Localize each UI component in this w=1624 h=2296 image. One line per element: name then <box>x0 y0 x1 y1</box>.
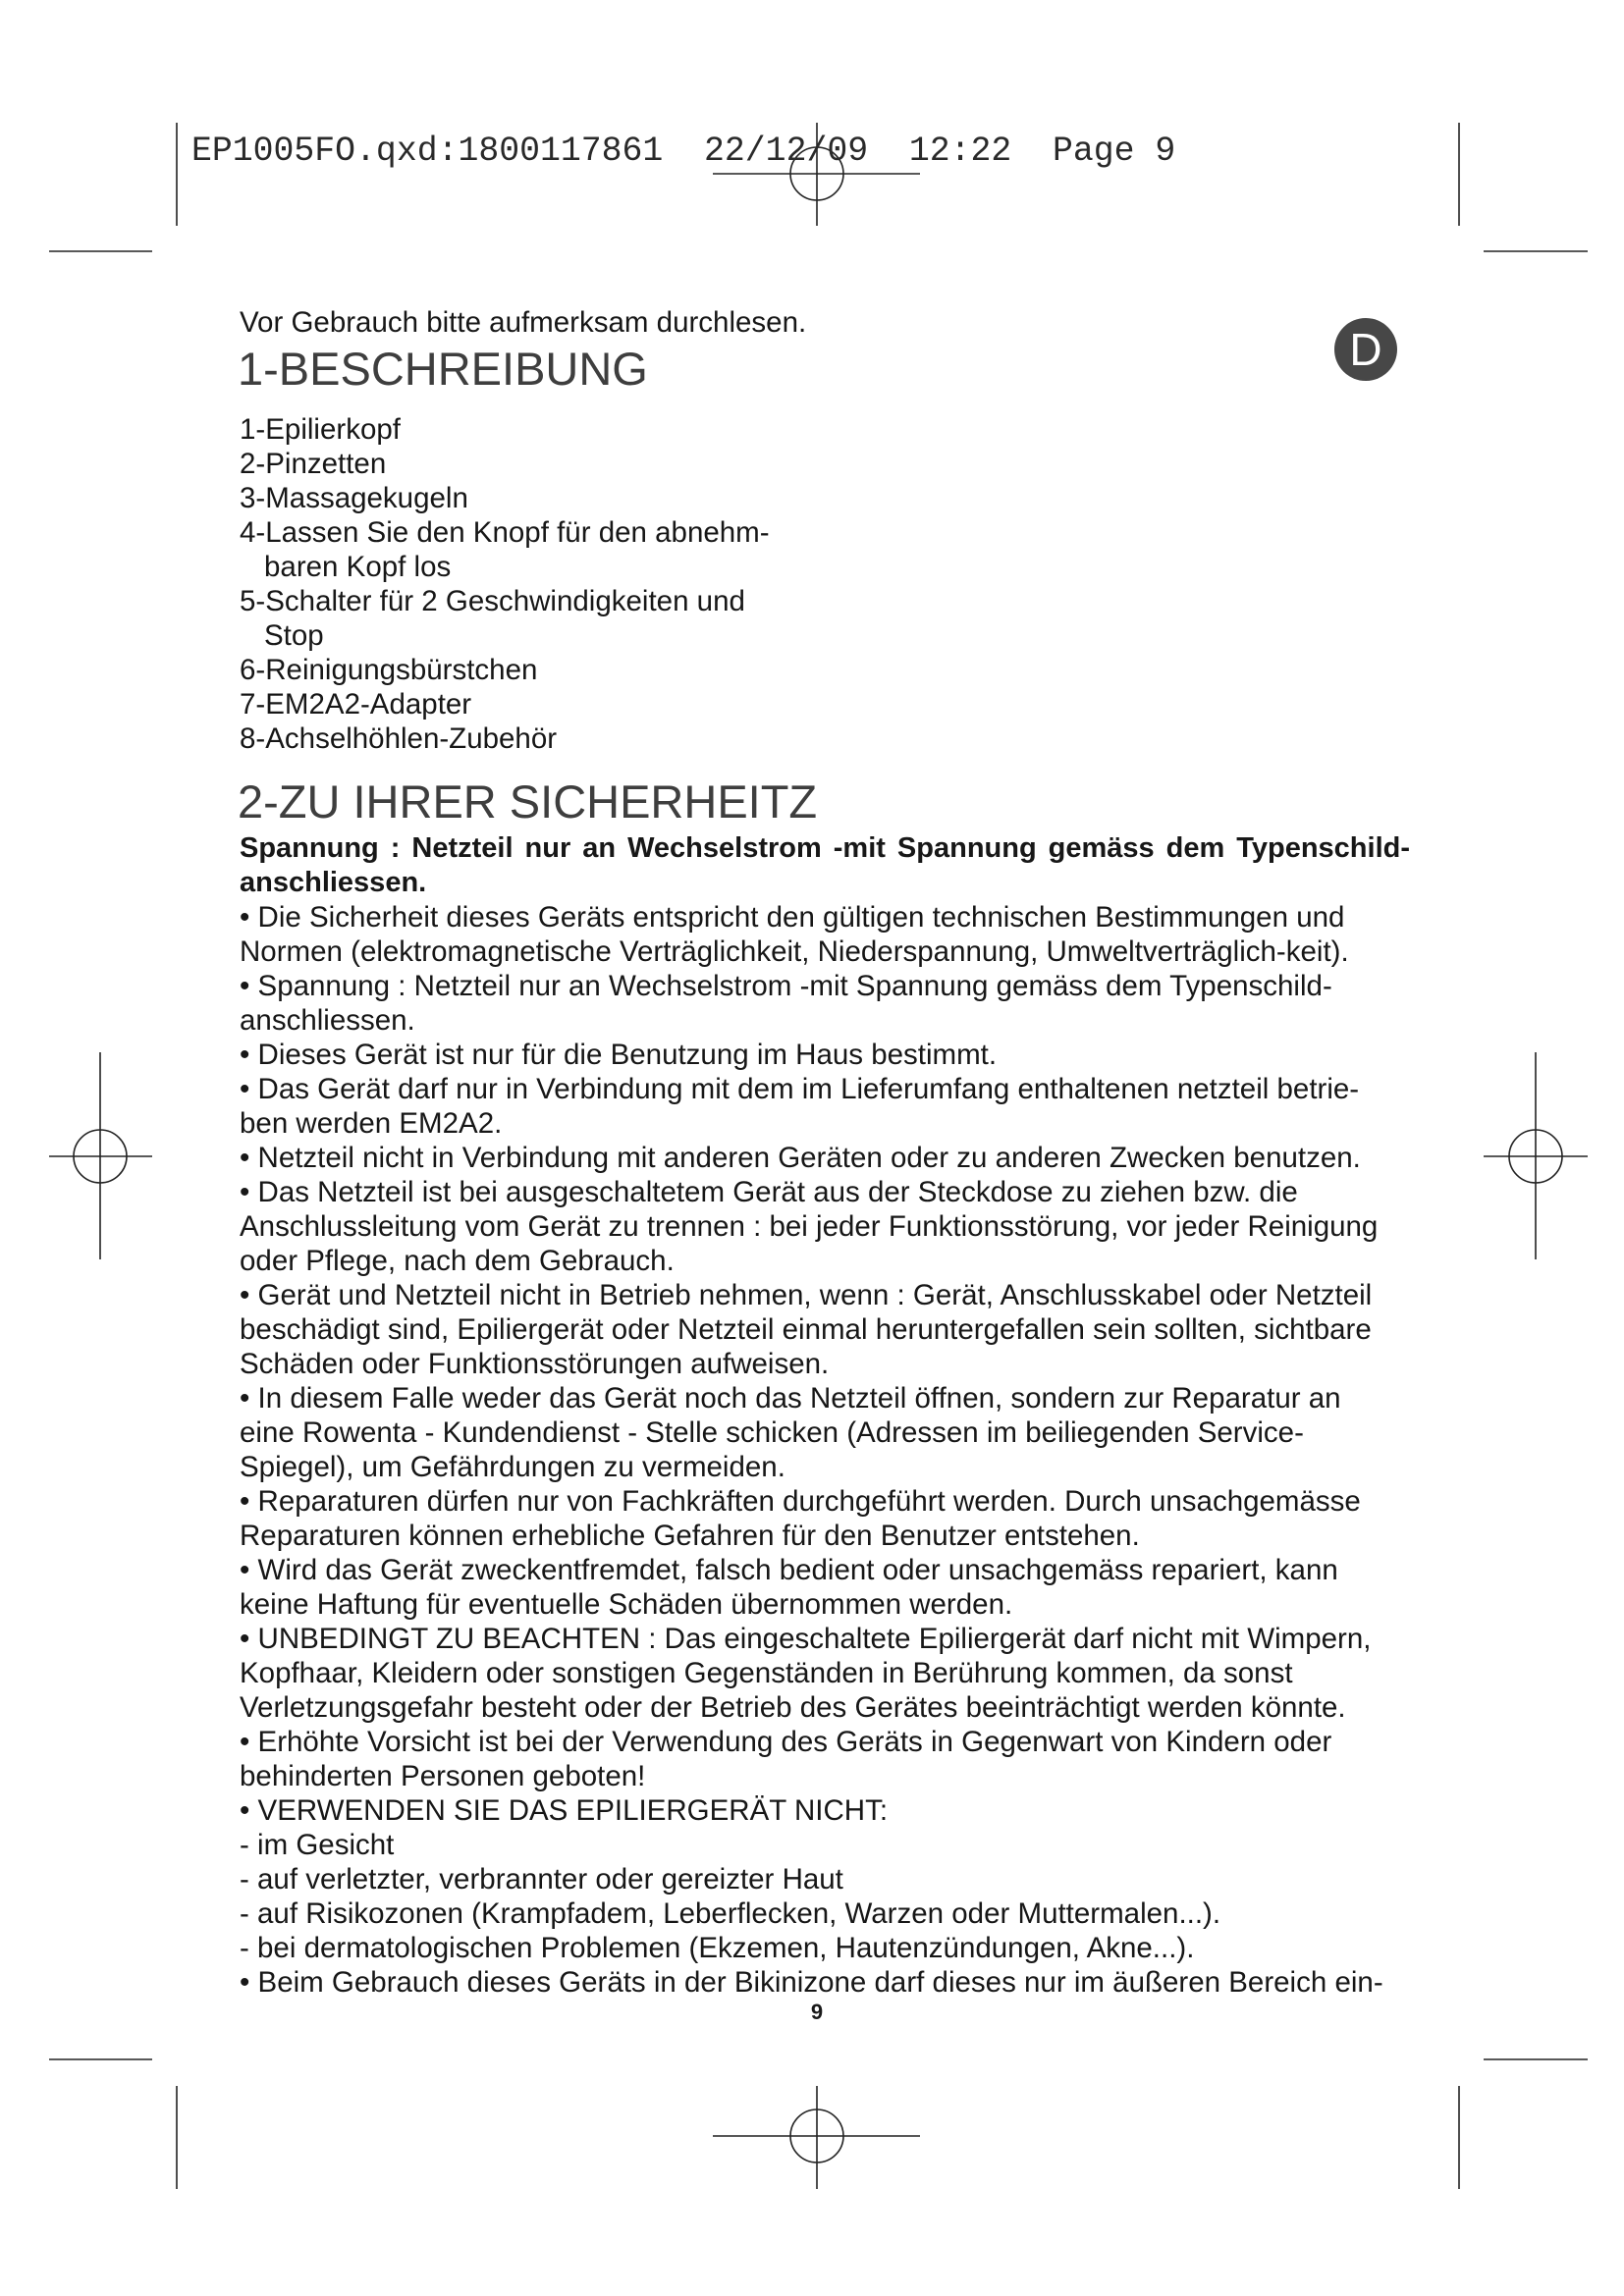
safety-text-line: • Netzteil nicht in Verbindung mit anderen Geräten oder zu anderen Zwecken benutzen. <box>240 1142 1361 1174</box>
safety-text-line: - im Gesicht <box>240 1829 395 1861</box>
safety-text-line: Kopfhaar, Kleidern oder sonstigen Gegenständen in Berührung kommen, da sonst <box>240 1657 1293 1689</box>
list-item <box>240 447 770 481</box>
safety-text-line: Spiegel), um Gefährdungen zu vermeiden. <box>240 1451 785 1483</box>
page-number: 9 <box>810 2000 824 2024</box>
safety-text-line: • Reparaturen dürfen nur von Fachkräften durchgeführt werden. Durch unsachgemässe <box>240 1485 1361 1518</box>
list-item-line: 7-EM2A2-Adapter <box>240 688 472 721</box>
safety-text-line: - auf Risikozonen (Krampfadem, Leberflecken, Warzen oder Muttermalen...). <box>240 1897 1221 1930</box>
voltage-warning-line: anschliessen. <box>240 867 427 898</box>
safety-text-line: Schäden oder Funktionsstörungen aufweisen. <box>240 1348 830 1380</box>
safety-text-line: • VERWENDEN SIE DAS EPILIERGERÄT NICHT: <box>240 1794 889 1827</box>
list-item <box>240 481 770 515</box>
safety-text-line: • Beim Gebrauch dieses Geräts in der Bikinizone darf dieses nur im äußeren Bereich ein- <box>240 1966 1383 1999</box>
safety-text-line: oder Pflege, nach dem Gebrauch. <box>240 1245 675 1277</box>
safety-text-line: • Dieses Gerät ist nur für die Benutzung im Haus bestimmt. <box>240 1039 998 1071</box>
safety-text-line: • Erhöhte Vorsicht ist bei der Verwendung des Geräts in Gegenwart von Kindern oder <box>240 1726 1332 1758</box>
language-badge <box>1334 318 1397 381</box>
safety-text-line: eine Rowenta - Kundendienst - Stelle schicken (Adressen im beiliegenden Service- <box>240 1416 1304 1449</box>
list-item-continuation: Stop <box>264 619 324 652</box>
list-item-line: 2-Pinzetten <box>240 448 387 480</box>
list-item-line: 6-Reinigungsbürstchen <box>240 654 538 686</box>
safety-text-line: keine Haftung für eventuelle Schäden übernommen werden. <box>240 1588 1013 1621</box>
safety-text-line: Verletzungsgefahr besteht oder der Betrieb des Gerätes beeinträchtigt werden könnte. <box>240 1691 1346 1724</box>
list-item-line: 8-Achselhöhlen-Zubehör <box>240 722 558 755</box>
safety-section-body <box>240 831 1410 2000</box>
list-item-line: 4-Lassen Sie den Knopf für den abnehm- <box>240 516 770 549</box>
intro-note: Vor Gebrauch bitte aufmerksam durchlesen. <box>240 306 807 339</box>
safety-text-line: - bei dermatologischen Problemen (Ekzemen, Hautenzündungen, Akne...). <box>240 1932 1195 1964</box>
registration-mark-right <box>1484 1052 1588 1259</box>
safety-text-line: • UNBEDINGT ZU BEACHTEN : Das eingeschaltete Epiliergerät darf nicht mit Wimpern, <box>240 1623 1372 1655</box>
voltage-warning-line: Spannung : Netzteil nur an Wechselstrom -mit Spannung gemäss dem Typenschild- <box>240 832 1410 864</box>
registration-mark-left <box>49 1052 152 1259</box>
list-item-line: 3-Massagekugeln <box>240 482 468 514</box>
safety-text-line: - auf verletzter, verbrannter oder gereizter Haut <box>240 1863 843 1896</box>
crop-mark-top-left <box>49 123 177 251</box>
print-slug-header: EP1005FO.qxd:1800117861 22/12/09 12:22 Page 9 <box>191 133 1176 171</box>
safety-text-line: Reparaturen können erhebliche Gefahren für den Benutzer entstehen. <box>240 1520 1140 1552</box>
safety-text-line: • Das Gerät darf nur in Verbindung mit dem im Lieferumfang enthaltenen netzteil betrie- <box>240 1073 1360 1105</box>
component-list <box>240 412 770 756</box>
registration-mark-bottom <box>713 2086 920 2189</box>
crop-mark-bottom-right <box>1459 2059 1588 2189</box>
list-item <box>240 412 770 447</box>
safety-text-line: beschädigt sind, Epiliergerät oder Netzteil einmal heruntergefallen sein sollten, sichtbare <box>240 1313 1372 1346</box>
safety-text-line: • Spannung : Netzteil nur an Wechselstrom -mit Spannung gemäss dem Typenschild- <box>240 970 1332 1002</box>
language-badge-letter: D <box>1349 324 1382 375</box>
list-item <box>240 584 770 653</box>
list-item <box>240 687 770 721</box>
safety-text-line: • Die Sicherheit dieses Geräts entspricht den gültigen technischen Bestimmungen und <box>240 901 1345 934</box>
safety-text-line: behinderten Personen geboten! <box>240 1760 646 1792</box>
safety-text-line: Normen (elektromagnetische Verträglichkeit, Niederspannung, Umweltverträglich-keit). <box>240 935 1349 968</box>
crop-mark-top-right <box>1459 123 1588 251</box>
list-item-line: 5-Schalter für 2 Geschwindigkeiten und <box>240 585 745 617</box>
safety-text-line: • Wird das Gerät zweckentfremdet, falsch bedient oder unsachgemäss repariert, kann <box>240 1554 1338 1586</box>
safety-text-line: • Das Netzteil ist bei ausgeschaltetem Gerät aus der Steckdose zu ziehen bzw. die <box>240 1176 1298 1208</box>
list-item-line: 1-Epilierkopf <box>240 413 401 446</box>
safety-text-line: Anschlussleitung vom Gerät zu trennen : bei jeder Funktionsstörung, vor jeder Reinigung <box>240 1210 1379 1243</box>
list-item-continuation: baren Kopf los <box>264 551 452 583</box>
list-item <box>240 515 770 584</box>
section-2-title: 2-ZU IHRER SICHERHEITZ <box>238 775 818 828</box>
safety-text-line: ben werden EM2A2. <box>240 1107 503 1140</box>
safety-text-line: • In diesem Falle weder das Gerät noch das Netzteil öffnen, sondern zur Reparatur an <box>240 1382 1341 1415</box>
crop-mark-bottom-left <box>49 2059 177 2189</box>
list-item <box>240 653 770 687</box>
list-item <box>240 721 770 756</box>
safety-text-line: anschliessen. <box>240 1004 415 1037</box>
section-1-title: 1-BESCHREIBUNG <box>238 343 648 395</box>
safety-text-line: • Gerät und Netzteil nicht in Betrieb nehmen, wenn : Gerät, Anschlusskabel oder Netzteil <box>240 1279 1373 1311</box>
